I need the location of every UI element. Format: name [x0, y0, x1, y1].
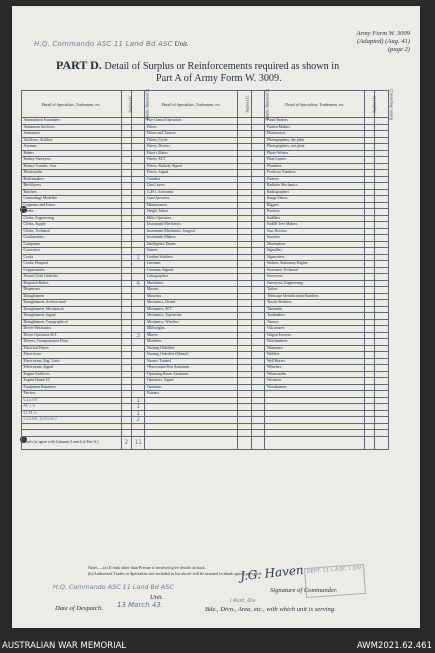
required-cell: 1 — [131, 397, 145, 404]
specialist-name-cell: Operators, Signal — [145, 378, 238, 385]
specialist-name-cell: Dental Clerk Orderlies — [22, 274, 122, 281]
specialist-name-cell: CLERK — [22, 397, 122, 404]
specialist-name-cell: Computers — [22, 241, 122, 248]
form-adapted: (Adapted) (Aug. 41) — [357, 38, 410, 45]
bde-handwritten: I Aust. Div — [230, 598, 256, 604]
unit-label: Unit. — [174, 40, 189, 48]
specialist-name-cell: Battery Surveyors — [22, 157, 122, 164]
specialist-name-cell: Opticians — [145, 384, 238, 391]
specialist-name-cell: Photo-Writers — [265, 150, 365, 157]
specialist-name-cell: Moulders — [145, 339, 238, 346]
specialist-name-cell: Cooks — [22, 254, 122, 261]
specialist-name-cell: Armament Artificers — [22, 124, 122, 131]
caption-accession: AWM2021.62.461 — [356, 641, 432, 651]
specialist-name-cell: Clerks, Engineering — [22, 215, 122, 222]
specialist-name-cell: G.P.O. Assistants — [145, 189, 238, 196]
col-detail-header: Detail of Specialists, Tradesmen, etc. — [145, 91, 238, 118]
specialist-name-cell: Battery Comdrs. Asst. — [22, 163, 122, 170]
archive-caption — [0, 640, 435, 653]
specialist-name-cell: Ammunition Examiners — [22, 118, 122, 125]
specialist-name-cell: Blacksmiths — [22, 170, 122, 177]
specialist-name-cell: Surveyors — [265, 274, 365, 281]
specialist-name-cell: Machinists — [145, 280, 238, 287]
specialist-name-cell: Millwrights — [145, 326, 238, 333]
specialist-name-cell: Plumbers — [265, 163, 365, 170]
specialist-name-cell: Tailors — [265, 287, 365, 294]
specialist-name-cell: Carpenter and Joiner — [22, 202, 122, 209]
totals-empty-cell — [375, 436, 389, 449]
specialist-name-cell: Vulcanisers — [265, 326, 365, 333]
specialist-name-cell: Riggers — [265, 202, 365, 209]
specialist-name-cell: Masseurs — [145, 293, 238, 300]
specialist-name-cell: Mechanics, Dental — [145, 300, 238, 307]
form-title — [56, 59, 339, 85]
title-part: PART D. — [56, 58, 102, 72]
specialist-name-cell: Butchers — [22, 189, 122, 196]
specialist-name-cell: Coppersmiths — [22, 267, 122, 274]
specialist-name-cell: Mechanics, Typewriter — [145, 313, 238, 320]
specialist-name-cell: Fitters — [145, 124, 238, 131]
specialist-name-cell: Printers — [265, 176, 365, 183]
specialist-name-cell: Joiners — [145, 248, 238, 255]
form-reference — [356, 30, 410, 54]
specialist-name-cell: Driver Mechanics — [22, 326, 122, 333]
required-cell: 1 — [131, 254, 145, 261]
specialist-name-cell: Instrument Mechanics — [145, 222, 238, 229]
col-detail-header: Detail of Specialists, Tradesmen, etc. — [22, 91, 122, 118]
specialist-name-cell: Electricians — [22, 352, 122, 359]
totals-row — [22, 436, 389, 449]
required-cell: 3 — [131, 332, 145, 339]
specialist-name-cell: Draughtsmen, Topographical — [22, 319, 122, 326]
specialist-name-cell: Wheelers — [265, 365, 365, 372]
specialist-name-cell: Boilermakers — [22, 176, 122, 183]
specialist-name-cell: Riveters — [265, 209, 365, 216]
specialist-name-cell: Draughtsmen, Mechanical — [22, 306, 122, 313]
despatch-label: Date of Despatch. — [55, 605, 103, 612]
required-cell: 4 — [131, 280, 145, 287]
unit-label-bottom: Unit. — [150, 594, 164, 601]
specialist-name-cell: Pattern Makers — [265, 124, 365, 131]
specialist-name-cell: Bakers — [22, 150, 122, 157]
specialist-name-cell: Intelligence Duties — [145, 241, 238, 248]
totals-label: Totals (to agree with Columns 3 and 4 of Part A.) — [22, 436, 122, 449]
specialist-name-cell: Storemen, Technical — [265, 267, 365, 274]
form-page-number: (page 2) — [387, 46, 410, 53]
specialist-name-cell: Lithographers — [145, 274, 238, 281]
bde-label: Bde., Divn., Area, etc., with which unit is serving. — [205, 606, 336, 613]
signature-label: Signature of Commander. — [270, 587, 338, 594]
specialist-name-cell: Observation Post Assistants — [145, 365, 238, 372]
required-cell: 1 — [131, 404, 145, 411]
specialist-name-cell: Whitesmiths — [265, 371, 365, 378]
specialist-name-cell: Plate Layers — [265, 157, 365, 164]
caption-institution: AUSTRALIAN WAR MEMORIAL — [2, 641, 127, 651]
specialist-name-cell: Engine Artificers — [22, 371, 122, 378]
specialist-name-cell: Electrical Fitters — [22, 345, 122, 352]
specialist-name-cell: Saddle Tree Makers — [265, 222, 365, 229]
specialist-name-cell: Fitters, M.T. — [145, 157, 238, 164]
specialist-name-cell: Bricklayers — [22, 183, 122, 190]
specialist-name-cell: Turners — [265, 319, 365, 326]
specialist-name-cell: Wiremen — [265, 378, 365, 385]
specialist-name-cell: Shoemakers — [265, 241, 365, 248]
specialist-name-cell: Predictor Numbers — [265, 170, 365, 177]
specialist-name-cell: Farriers — [22, 391, 122, 398]
specialist-name-cell: Cooks, Hospital — [22, 261, 122, 268]
specialist-name-cell: Despatch Riders — [22, 280, 122, 287]
specialist-name-cell: Fire Control Operators — [145, 118, 238, 125]
specialist-name-cell: Leather Stitchers — [145, 254, 238, 261]
specialist-name-cell: Drivers, Transportation Plant — [22, 339, 122, 346]
specialist-name-cell: Fitters, Drivers — [145, 144, 238, 151]
note-a: Notes.—(a) If rank other than Private is involved give details on back. — [88, 565, 206, 570]
unit-handwritten-bottom: H.Q. Commando ASC 11 Land Bd ASC — [53, 583, 174, 591]
specialist-name-cell: Woodturners — [265, 384, 365, 391]
specialist-name-cell: Driver Operators M.T. — [22, 332, 122, 339]
unit-line-top — [34, 40, 189, 48]
specialist-name-cell: Fitters, Signal — [145, 170, 238, 177]
specialist-name-cell: Q.M.S. — [22, 410, 122, 417]
col-required-header: Reinfts. Required (2) — [131, 91, 145, 118]
specialist-name-cell: Signwriters — [265, 254, 365, 261]
specialist-name-cell: Clerks, Supply — [22, 222, 122, 229]
specialist-name-cell: Gun Operators — [145, 196, 238, 203]
specialist-name-cell: Draughtsmen, Signal — [22, 313, 122, 320]
specialist-name-cell: Textile Refitters — [265, 300, 365, 307]
specialist-name-cell: Tinsmiths — [265, 306, 365, 313]
specialist-name-cell: Photographers, dry plate — [265, 137, 365, 144]
totals-empty-cell — [145, 436, 238, 449]
totals-surplus: 2 — [121, 436, 131, 449]
specialist-name-cell: Range Takers — [265, 196, 365, 203]
specialist-name-cell: Axemen — [22, 144, 122, 151]
specialist-name-cell: Linemen, Signals — [145, 267, 238, 274]
specialist-name-cell: Height Takers — [145, 209, 238, 216]
specialist-name-cell: Fitters, Railway Signal — [145, 163, 238, 170]
form-notes — [88, 565, 262, 577]
specialist-name-cell: Instrument Mechanics, Surgical — [145, 228, 238, 235]
unit-stamp: DEPT. 11 L.A.SC 1 DIV — [304, 564, 366, 598]
specialist-name-cell: Concretors — [22, 248, 122, 255]
required-cell: 1 — [131, 410, 145, 417]
specialist-name-cell: Linemen — [145, 261, 238, 268]
specialist-name-cell: Nurses, Trained — [145, 358, 238, 365]
title-line1: Detail of Surplus or Reinforcements required as shown in — [104, 61, 340, 72]
specialist-name-cell: Well Borers — [265, 358, 365, 365]
totals-required: 11 — [131, 436, 145, 449]
specialist-name-cell: Mechanics, Wireless — [145, 319, 238, 326]
col-surplus-header: Surplus (1) — [121, 91, 131, 118]
specialist-name-cell: Dispensers — [22, 287, 122, 294]
specialist-name-cell: Electricians, Eng. Units — [22, 358, 122, 365]
specialist-name-cell: Instrument Makers — [145, 235, 238, 242]
specialist-name-cell: CLERK (Driver) — [22, 417, 122, 424]
specialist-name-cell: Toolmakers — [265, 313, 365, 320]
specialist-name-cell: Miners — [145, 332, 238, 339]
specialist-name-cell: Masons — [145, 287, 238, 294]
totals-empty-cell — [265, 436, 365, 449]
specialist-name-cell: Radiographers — [265, 189, 365, 196]
note-b: (b) Authorised Trades or Specialists not included in list above will be inserted in blank spaces provided. — [88, 571, 262, 576]
specialist-name-cell: Draughtsmen — [22, 293, 122, 300]
form-ref-number: Army Form W. 3009 — [356, 30, 410, 37]
specialist-name-cell: Telescope Identification Numbers — [265, 293, 365, 300]
table-header-row — [22, 91, 389, 118]
totals-empty-cell — [365, 436, 375, 449]
specialists-table — [21, 89, 394, 450]
specialist-name-cell: Engine Hands I/C — [22, 378, 122, 385]
specialist-name-cell: Gun Layers — [145, 183, 238, 190]
specialist-name-cell: Clerks — [22, 209, 122, 216]
specialist-name-cell: Watermen — [265, 345, 365, 352]
specialist-name-cell: Hammermen — [145, 202, 238, 209]
specialist-name-cell: Stokers, Stationary Engine — [265, 261, 365, 268]
title-line2: Part A of Army Form W. 3009. — [156, 73, 282, 84]
specialist-name-cell: Saddlers — [265, 215, 365, 222]
col-surplus-header: Surplus (1) — [365, 91, 375, 118]
specialist-name-cell: Surveyors, Engineering — [265, 280, 365, 287]
specialist-name-cell: Equipment Repairers — [22, 384, 122, 391]
specialist-name-cell: Welders — [265, 352, 365, 359]
specialist-name-cell: Signallers — [265, 248, 365, 255]
specialist-name-cell: Armourers — [22, 131, 122, 138]
specialist-name-cell: Clerks, Technical — [22, 228, 122, 235]
specialist-name-cell: Fitter's Mates — [145, 150, 238, 157]
col-required-header: Reinfts. Required (2) — [375, 91, 389, 118]
specialist-name-cell: Mechanics, M.T. — [145, 306, 238, 313]
col-detail-header: Detail of Specialists, Tradesmen, etc. — [265, 91, 365, 118]
specialist-name-cell: Sawyers — [265, 235, 365, 242]
specialist-name-cell: Saw Doctors — [265, 228, 365, 235]
specialist-name-cell: Nursing Orderlies (Mental) — [145, 352, 238, 359]
specialist-name-cell: Fitters and Turners — [145, 131, 238, 138]
specialist-name-cell: Helio Operators — [145, 215, 238, 222]
specialist-name-cell: M.T.S — [22, 404, 122, 411]
specialist-name-cell: Pharmacists — [265, 131, 365, 138]
col-required-header: Reinfts. Required (2) — [251, 91, 265, 118]
totals-empty-cell — [238, 436, 252, 449]
totals-empty-cell — [251, 436, 265, 449]
specialist-name-cell: Artificers, Artillery — [22, 137, 122, 144]
required-cell: 2 — [131, 417, 145, 424]
col-surplus-header: Surplus (1) — [238, 91, 252, 118]
specialist-name-cell: Draughtsmen, Architectural — [22, 300, 122, 307]
specialist-name-cell: Grinders — [145, 176, 238, 183]
specialist-name-cell: Fitters, Cycle — [145, 137, 238, 144]
specialist-name-cell: Photographers, wet plate — [265, 144, 365, 151]
specialist-name-cell: Wagon Erectors — [265, 332, 365, 339]
specialist-name-cell: Nursing Orderlies — [145, 345, 238, 352]
specialist-name-cell: Painters — [145, 391, 238, 398]
specialist-name-cell: Camouflage Modeller — [22, 196, 122, 203]
signature-handwritten: J.G. Haven — [239, 562, 305, 584]
specialist-name-cell: Operating Room Assistants — [145, 371, 238, 378]
unit-handwritten: H.Q. Commando ASC 11 Land Bd ASC — [34, 40, 173, 48]
specialist-name-cell: Coachmakers — [22, 235, 122, 242]
specialist-name-cell: Panel Beaters — [265, 118, 365, 125]
specialist-name-cell: Watchmakers — [265, 339, 365, 346]
specialist-name-cell: Electricians, Signal — [22, 365, 122, 372]
despatch-date: 13 March 43. — [117, 601, 163, 609]
specialist-name-cell: Radiator Mechanics — [265, 183, 365, 190]
